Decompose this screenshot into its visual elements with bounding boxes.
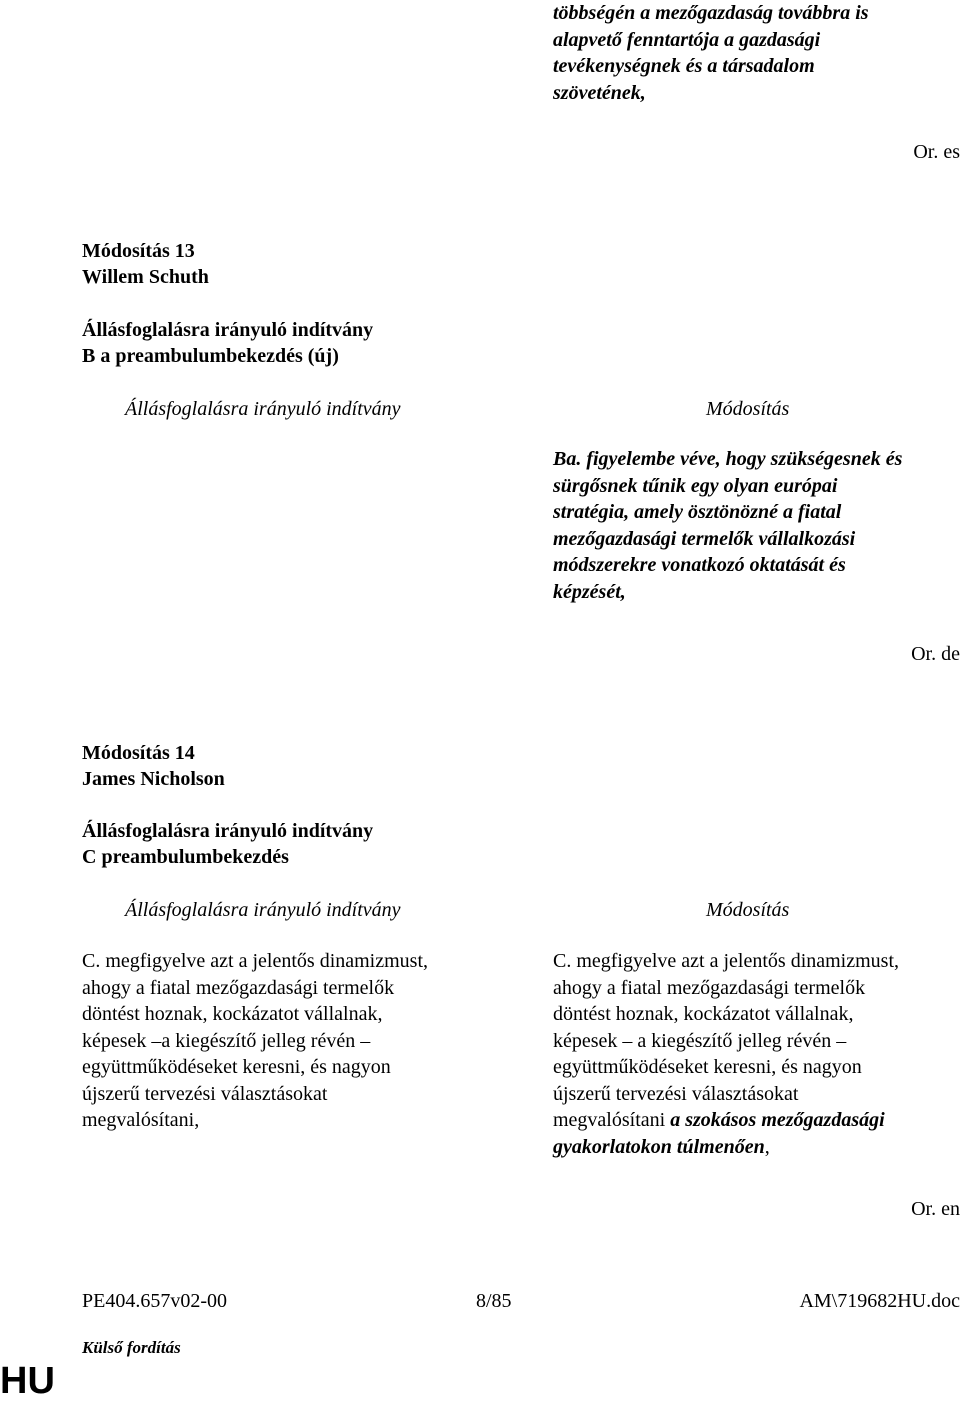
amendment-14-author: James Nicholson (82, 768, 225, 790)
footer-page-number: 8/85 (476, 1290, 512, 1312)
language-code: HU (0, 1360, 55, 1402)
text-line: tevékenységnek és a társadalom (553, 55, 815, 77)
text-line: döntést hoznak, kockázatot vállalnak, (553, 1003, 854, 1025)
original-language-es: Or. es (913, 141, 960, 163)
amendment-13-recital: B a preambulumbekezdés (új) (82, 345, 339, 367)
text-line: stratégia, amely ösztönözné a fiatal (553, 501, 842, 523)
text-line: mezőgazdasági termelők vállalkozási (553, 527, 856, 550)
amendment-13-col-left-header: Állásfoglalásra irányuló indítvány (125, 398, 401, 420)
amendment-14-recital: C preambulumbekezdés (82, 846, 289, 868)
text-line: alapvető fenntartója a gazdasági (553, 28, 821, 51)
original-language-en: Or. en (911, 1198, 960, 1220)
text-line: együttműködéseket keresni, és nagyon (82, 1056, 391, 1078)
text-line: ahogy a fiatal mezőgazdasági termelők (553, 976, 866, 999)
text-line: szövetének, (553, 81, 646, 104)
text-line: újszerű tervezési választásokat (553, 1082, 799, 1105)
text-line: képesek –a kiegészítő jelleg révén – (82, 1029, 371, 1052)
amendment-13-author: Willem Schuth (82, 266, 209, 288)
footer-doc-ref: PE404.657v02-00 (82, 1290, 227, 1312)
text-plain: , (764, 1135, 770, 1158)
text-line (553, 1107, 899, 1134)
original-language-de: Or. de (911, 643, 960, 665)
top-continuation-text (553, 0, 869, 106)
text-line: együttműködéseket keresni, és nagyon (553, 1056, 862, 1078)
text-line: megvalósítani, (82, 1109, 200, 1131)
text-line: C. megfigyelve azt a jelentős dinamizmust, (553, 950, 900, 972)
text-line: sürgősnek tűnik egy olyan európai (553, 474, 838, 497)
text-line: döntést hoznak, kockázatot vállalnak, (82, 1003, 383, 1025)
text-line: többségén a mezőgazdaság továbbra is (553, 2, 869, 24)
footer-file-name: AM\719682HU.doc (799, 1290, 960, 1312)
text-line: módszerekre vonatkozó oktatását és (553, 554, 846, 576)
amendment-14-doc-type: Állásfoglalásra irányuló indítvány (82, 820, 374, 842)
amendment-13-title: Módosítás 13 (82, 240, 195, 262)
added-text: gyakorlatokon túlmenően (553, 1135, 765, 1158)
text-line: Ba. figyelembe véve, hogy szükségesnek és (553, 448, 903, 470)
amendment-14-col-right-header: Módosítás (706, 899, 790, 921)
amendment-14-col-left-header: Állásfoglalásra irányuló indítvány (125, 899, 401, 921)
text-line: képzését, (553, 580, 626, 603)
amendment-13-text (553, 446, 902, 605)
amendment-14-amended-text (553, 948, 899, 1160)
amendment-14-title: Módosítás 14 (82, 742, 195, 764)
amendment-14-original-text (82, 948, 428, 1134)
text-line: képesek – a kiegészítő jelleg révén – (553, 1029, 847, 1052)
amendment-13-doc-type: Állásfoglalásra irányuló indítvány (82, 319, 374, 341)
text-line (553, 1134, 899, 1161)
amendment-13-col-right-header: Módosítás (706, 398, 790, 420)
footer-translation-note: Külső fordítás (82, 1338, 181, 1357)
text-line: újszerű tervezési választásokat (82, 1082, 328, 1105)
added-text: a szokásos mezőgazdasági (670, 1109, 885, 1131)
text-line: ahogy a fiatal mezőgazdasági termelők (82, 976, 395, 999)
text-plain: megvalósítani (553, 1109, 671, 1131)
text-line: C. megfigyelve azt a jelentős dinamizmust, (82, 950, 429, 972)
